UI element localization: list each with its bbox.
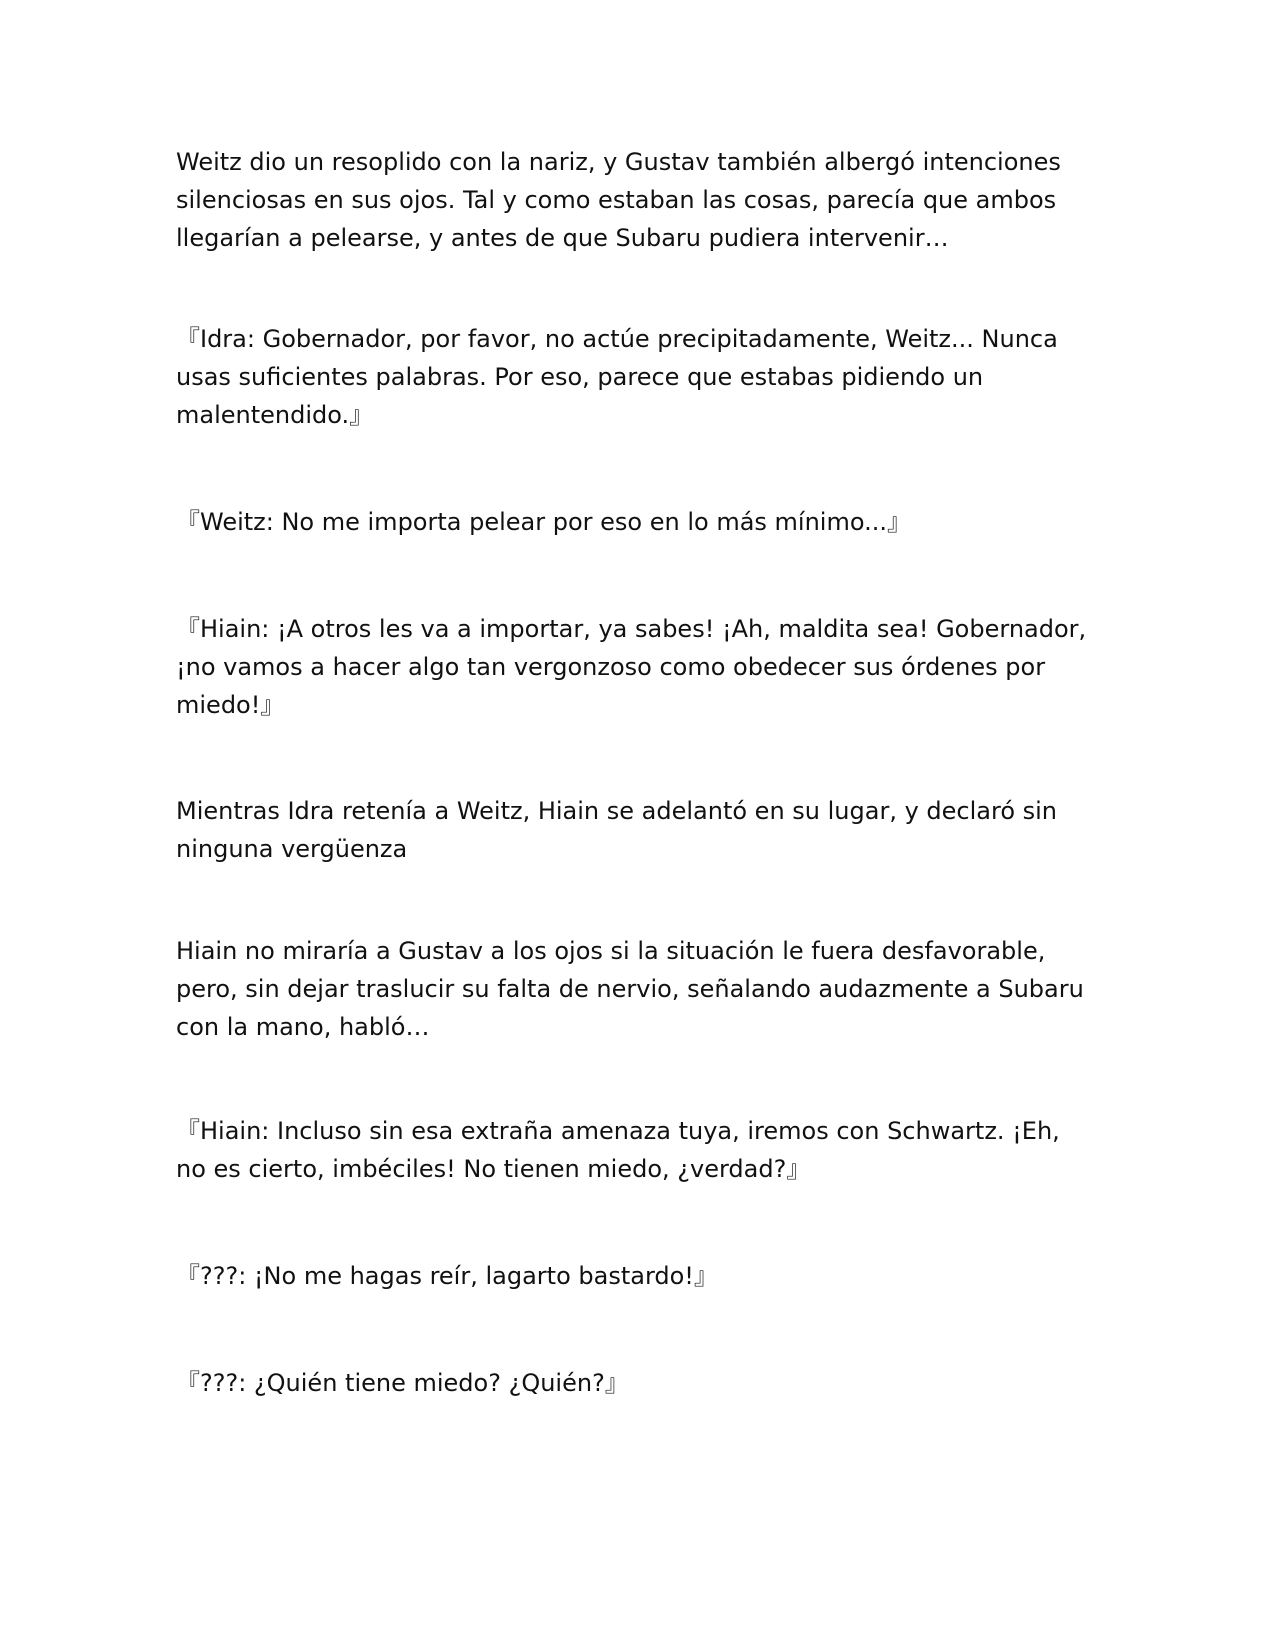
narration-paragraph: Weitz dio un resoplido con la nariz, y Gustav también albergó intenciones silenciosas en sus ojos. Tal y como estaban las cosas, parecía que ambos llegarían a pelearse, y antes de que Subaru pudiera intervenir… bbox=[176, 148, 1061, 252]
dialogue-line-idra: 『Idra: Gobernador, por favor, no actúe precipitadamente, Weitz... Nunca usas suficientes palabras. Por eso, parece que estabas pidiendo un malentendido.』 bbox=[176, 325, 1058, 429]
dialogue-line-weitz: 『Weitz: No me importa pelear por eso en lo más mínimo...』 bbox=[176, 508, 911, 536]
dialogue-line-hiain: 『Hiain: ¡A otros les va a importar, ya sabes! ¡Ah, maldita sea! Gobernador, ¡no vamos a hacer algo tan vergonzoso como obedecer sus órdenes por miedo!』 bbox=[176, 615, 1087, 719]
narration-paragraph: Mientras Idra retenía a Weitz, Hiain se adelantó en su lugar, y declaró sin ninguna vergüenza bbox=[176, 797, 1058, 863]
narration-paragraph: Hiain no miraría a Gustav a los ojos si la situación le fuera desfavorable, pero, sin dejar traslucir su falta de nervio, señalando audazmente a Subaru con la mano, habló… bbox=[176, 937, 1084, 1041]
dialogue-line-hiain: 『Hiain: Incluso sin esa extraña amenaza tuya, iremos con Schwartz. ¡Eh, no es cierto, imbéciles! No tienen miedo, ¿verdad?』 bbox=[176, 1117, 1060, 1183]
dialogue-line-unknown: 『???: ¿Quién tiene miedo? ¿Quién?』 bbox=[176, 1369, 629, 1397]
dialogue-line-unknown: 『???: ¡No me hagas reír, lagarto bastardo!』 bbox=[176, 1262, 718, 1290]
